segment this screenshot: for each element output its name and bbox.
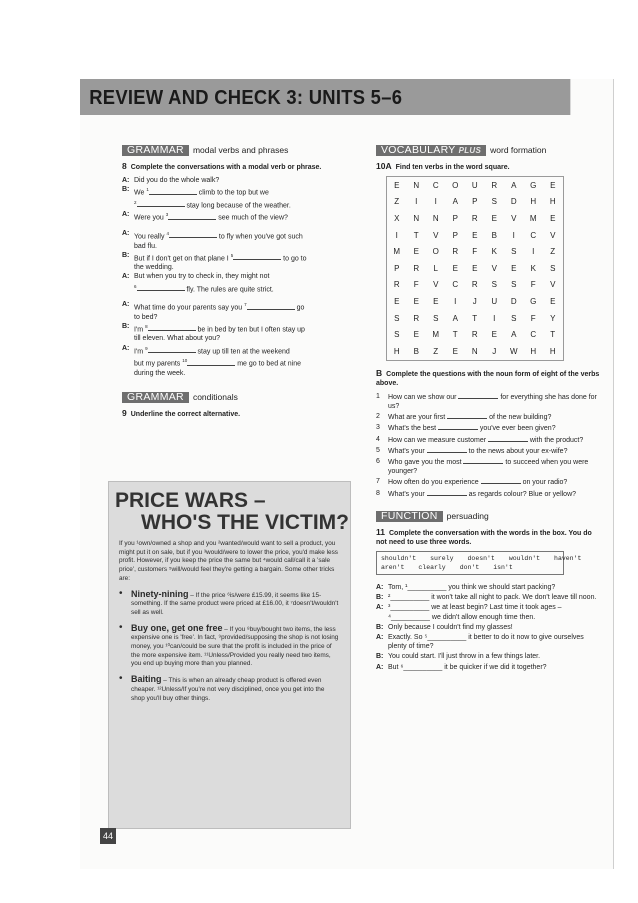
word-square-cell: E	[472, 230, 478, 240]
word-square-cell: R	[452, 247, 459, 257]
word-square-cell: K	[530, 263, 536, 273]
word-square-row	[387, 310, 564, 327]
bullet-icon: •	[119, 587, 123, 599]
word-box-item: isn't	[493, 563, 513, 571]
word-square-cell: M	[432, 330, 440, 340]
dialogue-text: But if I don't get on that plane I $^5$ to go to	[134, 252, 307, 263]
speaker: A:	[122, 230, 130, 237]
word-square-cell: E	[452, 346, 458, 356]
word-square-cell: O	[452, 180, 459, 190]
word-square-cell: C	[432, 180, 439, 190]
answer-blank[interactable]	[481, 477, 521, 484]
dialogue-line	[122, 242, 347, 251]
dialogue-line	[122, 251, 347, 264]
word-square-cell: I	[493, 313, 496, 323]
page-number: 44	[100, 828, 116, 844]
word-square-cell: E	[550, 214, 556, 224]
exercise-10a-instruction: 10A Find ten verbs in the word square.	[376, 161, 510, 172]
word-square-cell: I	[415, 197, 418, 207]
dialogue-line	[122, 272, 347, 281]
bullet-body: – This is when an already cheap product is offered even cheaper. ¹²Unless/If you're not very disciplined, once you get into the shop you'll buy other things.	[131, 677, 325, 702]
word-square-cell: S	[394, 330, 400, 340]
word-square-cell: Z	[433, 346, 439, 356]
question-item	[376, 412, 602, 422]
exercise-11-dialogue	[376, 583, 602, 672]
word-square-cell: P	[472, 197, 478, 207]
word-square-cell: T	[413, 230, 419, 240]
word-box-item: aren't	[381, 563, 405, 571]
word-square-cell: R	[393, 280, 400, 290]
answer-blank[interactable]	[463, 457, 503, 464]
word-square-cell: E	[491, 330, 497, 340]
dialogue-text: to bed?	[134, 313, 158, 321]
question-item	[376, 446, 602, 456]
word-square-cell: R	[471, 330, 478, 340]
word-square-cell: R	[413, 313, 420, 323]
dialogue-text: Were you $^3$ see much of the view?	[134, 212, 288, 222]
bullet-text	[131, 590, 340, 618]
gap-number: 8	[145, 323, 148, 329]
word-square-cell: F	[530, 280, 536, 290]
dialogue-line	[122, 282, 347, 295]
word-square-cell: C	[530, 230, 537, 240]
word-square-cell: U	[491, 297, 498, 307]
dialogue-text: during the week.	[134, 369, 186, 377]
answer-blank[interactable]	[149, 188, 197, 195]
dialogue-text: $^2$ stay long because of the weather.	[134, 199, 291, 210]
word-square-cell: R	[491, 180, 498, 190]
question-text: Who gave you the most to succeed when you were younger?	[388, 458, 589, 476]
price-wars-article	[108, 481, 351, 829]
question-text: How often do you experience on your radio?	[388, 479, 568, 487]
question-number: 7	[376, 478, 380, 486]
word-square-cell: X	[394, 214, 400, 224]
word-square-cell: E	[394, 180, 400, 190]
word-square-cell: R	[471, 280, 478, 290]
word-square-cell: S	[511, 280, 517, 290]
article-bullet	[119, 621, 340, 670]
dialogue-text: What time do your parents say you $^7$ go	[134, 302, 305, 312]
speaker	[122, 313, 134, 322]
dialogue-line	[122, 344, 347, 357]
word-square-cell: F	[472, 247, 478, 257]
question-item	[376, 435, 602, 445]
word-square-cell: Z	[394, 197, 400, 207]
word-square-cell: T	[550, 330, 556, 340]
answer-blank[interactable]	[447, 412, 487, 419]
word-square-cell: N	[413, 180, 420, 190]
dialogue-text: Tom, ¹__________ you think we should start packing?	[388, 583, 556, 591]
word-square-cell: E	[452, 263, 458, 273]
word-square-cell: M	[393, 247, 401, 257]
bullet-text	[131, 624, 340, 670]
question-text: What's the best you've ever been given?	[388, 425, 556, 433]
answer-blank[interactable]	[148, 346, 196, 353]
word-square-cell: A	[452, 197, 458, 207]
question-number: 1	[376, 392, 380, 400]
dialogue-line	[122, 198, 347, 211]
answer-blank[interactable]	[438, 423, 478, 430]
word-square-cell: V	[433, 280, 439, 290]
gap-number: 1	[146, 187, 149, 193]
question-item	[376, 489, 602, 499]
word-square-cell: N	[471, 346, 478, 356]
word-square-cell: S	[491, 197, 497, 207]
speaker	[122, 282, 134, 295]
word-square-cell: K	[491, 247, 497, 257]
word-square-cell: M	[529, 214, 537, 224]
speaker: B:	[122, 322, 130, 330]
speaker: A:	[122, 211, 130, 219]
word-square-cell: E	[433, 297, 439, 307]
word-square-cell: J	[492, 346, 497, 356]
dialogue-text: Exactly. So ⁵__________ it better to do it now to give ourselves plenty of time?	[388, 633, 584, 651]
dialogue-text: till eleven. What about you?	[134, 335, 220, 343]
dialogue-text: Did you do the whole walk?	[134, 177, 220, 185]
word-square-cell: V	[550, 230, 556, 240]
speaker: A:	[376, 583, 384, 591]
bullet-body: – If you ⁸buy/bought two items, the less expensive one is 'free'. In fact, ⁹provided/supposing the shop is not losing money, you ¹⁰can/could be sure that the profit is included in the price of the more expensive item. ¹¹Unless/Provided you really need two items, you end up buying more than you planned.	[131, 625, 339, 668]
bullet-icon: •	[119, 673, 123, 685]
dialogue-line	[122, 185, 347, 198]
word-square-cell: P	[452, 230, 458, 240]
word-square-cell: D	[510, 297, 517, 307]
word-square-cell: G	[530, 180, 537, 190]
word-square-cell: Y	[550, 313, 556, 323]
speaker: A:	[122, 273, 130, 281]
answer-blank[interactable]	[247, 303, 295, 310]
speaker: A:	[122, 344, 130, 352]
speaker: A:	[376, 604, 384, 612]
dialogue-line	[122, 229, 347, 242]
dialogue-line	[376, 583, 602, 592]
word-square-cell: V	[550, 280, 556, 290]
bullet-heading: Ninety-nining	[131, 588, 189, 599]
gap-number: 2	[134, 199, 137, 205]
section-label: VOCABULARY PLUS	[376, 145, 486, 156]
word-square-cell: W	[509, 346, 518, 356]
word-square-cell: H	[530, 346, 537, 356]
dialogue-line	[122, 210, 347, 223]
dialogue-line	[122, 356, 347, 369]
word-square-cell: B	[413, 346, 419, 356]
dialogue-text: bad flu.	[134, 242, 157, 250]
dialogue-line	[376, 593, 602, 602]
word-square-row	[387, 260, 564, 277]
word-square-cell: I	[454, 297, 457, 307]
bullet-heading: Baiting	[131, 674, 162, 685]
bullet-text	[131, 675, 340, 703]
dialogue-line	[122, 369, 347, 378]
dialogue-line	[376, 623, 602, 632]
dialogue-line	[122, 322, 347, 335]
word-square-cell: P	[394, 263, 400, 273]
word-box-item: clearly	[418, 563, 446, 571]
word-square-cell: I	[434, 197, 437, 207]
dialogue-line	[122, 263, 347, 272]
word-square-cell: E	[550, 180, 556, 190]
word-box-item: shouldn't	[381, 554, 417, 562]
answer-blank[interactable]	[137, 200, 185, 207]
dialogue-text: But ⁶__________ it be quicker if we did it together?	[388, 663, 547, 671]
dialogue-line	[376, 652, 602, 661]
word-square-cell: H	[549, 346, 556, 356]
exercise-10b-instruction: B Complete the questions with the noun form of eight of the verbs above.	[376, 367, 600, 387]
word-square-row	[387, 177, 564, 194]
article-bullet	[119, 587, 340, 618]
speaker	[122, 369, 134, 378]
word-square-cell: C	[530, 330, 537, 340]
word-square	[386, 176, 564, 361]
gap-number: 9	[145, 345, 148, 351]
speaker: B:	[122, 251, 130, 259]
question-item	[376, 457, 602, 476]
article-intro: If you ¹own/owned a shop and you ²wanted/would want to sell a product, you might put it on sale, but if you ³would/were to lower the price, you'd make less profit. However, if you keep the price the same but ⁴would call/call it a 'sale price', customers ⁵will/would feel they're getting a bargain. Some other tricks are:	[119, 540, 338, 582]
speaker: B:	[122, 186, 130, 194]
word-square-cell: I	[532, 247, 535, 257]
section-label: FUNCTION	[376, 511, 443, 522]
dialogue-line	[122, 334, 347, 343]
word-square-cell: V	[433, 230, 439, 240]
word-box-item: don't	[459, 563, 480, 571]
word-square-cell: A	[511, 180, 517, 190]
word-square-cell: G	[530, 297, 537, 307]
word-square-cell: R	[413, 263, 420, 273]
word-square-cell: F	[530, 313, 536, 323]
word-square-cell: V	[491, 263, 497, 273]
word-square-row	[387, 293, 564, 310]
bullet-heading: Buy one, get one free	[131, 622, 223, 633]
exercise-8-dialogues	[122, 176, 347, 378]
word-square-cell: S	[511, 313, 517, 323]
word-square-cell: N	[413, 214, 420, 224]
speaker: A:	[122, 301, 130, 309]
question-text: What are your first of the new building?	[388, 414, 552, 422]
speaker: B:	[376, 653, 384, 661]
word-square-cell: S	[550, 263, 556, 273]
word-square-cell: E	[550, 297, 556, 307]
word-square-cell: V	[511, 214, 517, 224]
question-number: 5	[376, 446, 380, 454]
word-square-cell: Z	[550, 247, 556, 257]
word-square-cell: C	[452, 280, 459, 290]
dialogue-text: Only because I couldn't find my glasses!	[388, 623, 513, 631]
question-number: 3	[376, 424, 380, 432]
word-box-item: haven't	[554, 554, 582, 562]
word-square-row	[387, 244, 564, 261]
speaker: A:	[122, 177, 130, 185]
speaker	[122, 198, 134, 211]
dialogue-text: the wedding.	[134, 264, 174, 272]
word-square-cell: A	[511, 330, 517, 340]
question-number: 8	[376, 489, 380, 497]
word-square-cell: H	[530, 197, 537, 207]
exercise-8-instruction: 8 Complete the conversations with a modal verb or phrase.	[122, 161, 322, 172]
question-text: What's your as regards colour? Blue or yellow?	[388, 490, 577, 498]
word-square-cell: T	[472, 313, 478, 323]
speaker	[122, 356, 134, 369]
gap-number: 3	[165, 212, 169, 218]
section-subtitle: modal verbs and phrases	[192, 145, 289, 155]
gap-number: 10	[182, 358, 188, 364]
word-square-cell: E	[491, 214, 497, 224]
speaker	[122, 263, 134, 272]
speaker	[122, 334, 134, 343]
page-title: REVIEW AND CHECK 3: UNITS 5–6	[80, 79, 570, 115]
dialogue-line	[376, 603, 602, 621]
answer-blank[interactable]	[427, 446, 467, 453]
dialogue-line	[376, 633, 602, 651]
word-square-cell: E	[413, 330, 419, 340]
answer-blank[interactable]	[230, 252, 281, 260]
gap-number: 4	[166, 231, 169, 236]
word-square-cell: I	[512, 230, 515, 240]
article-body	[109, 534, 350, 703]
word-square-cell: A	[452, 313, 458, 323]
word-square-cell: B	[491, 230, 497, 240]
question-number: 4	[376, 435, 380, 443]
grammar-conditionals-header	[122, 392, 347, 403]
word-square-cell: S	[394, 313, 400, 323]
answer-blank[interactable]	[148, 324, 196, 331]
answer-blank[interactable]	[458, 392, 498, 399]
question-number: 2	[376, 413, 380, 421]
article-title: PRICE WARS – WHO'S THE VICTIM?	[115, 489, 349, 534]
vocabulary-header	[376, 145, 602, 156]
exercise-11-instruction: 11 Complete the conversation with the words in the box. You do not need to use three words.	[376, 526, 592, 546]
dialogue-line	[376, 663, 602, 672]
speaker: B:	[376, 594, 384, 602]
word-square-row	[387, 343, 564, 360]
bullet-body: – If the price ⁶is/were £15.99, it seems like 15-something. If the same product were priced at £16.00, it ⁷doesn't/wouldn't sell as well.	[131, 591, 339, 616]
dialogue-text: $^6$ fly. The rules are quite strict.	[134, 283, 274, 293]
exercise-10b-questions	[376, 392, 602, 499]
word-square-cell: D	[510, 197, 517, 207]
word-square-cell: O	[432, 247, 439, 257]
word-box	[376, 551, 582, 575]
word-square-row	[387, 327, 564, 344]
dialogue-text: I'm $^9$ stay up till ten at the weekend	[134, 345, 290, 355]
word-square-row	[387, 227, 564, 244]
word-square-cell: I	[395, 230, 398, 240]
word-square-cell: J	[472, 297, 477, 307]
dialogue-line	[122, 176, 347, 185]
question-text: What's your to the news about your ex-wife?	[388, 447, 568, 455]
answer-blank[interactable]	[137, 284, 185, 291]
word-square-cell: L	[433, 263, 438, 273]
question-text: How can we measure customer with the product?	[388, 436, 584, 444]
word-box-item: surely	[430, 554, 454, 562]
dialogue-text: We $^1$ climb to the top but we	[134, 187, 269, 197]
speaker: B:	[376, 623, 384, 631]
gap-number: 5	[230, 252, 234, 258]
section-subtitle: persuading	[446, 510, 489, 521]
dialogue-text: but my parents $^{10}$ me go to bed at nine	[134, 358, 302, 368]
exercise-9-instruction: 9 Underline the correct alternative.	[122, 408, 241, 419]
question-item	[376, 423, 602, 433]
word-square-cell: E	[413, 247, 419, 257]
article-bullet	[119, 675, 340, 703]
dialogue-text: ²__________ it won't take all night to pack. We don't leave till noon.	[388, 594, 597, 602]
word-square-cell: S	[433, 313, 439, 323]
word-square-cell: E	[413, 297, 419, 307]
word-square-cell: T	[452, 330, 458, 340]
speaker: A:	[376, 633, 384, 641]
question-item	[376, 477, 602, 487]
word-square-cell: N	[432, 214, 439, 224]
section-subtitle: conditionals	[192, 391, 238, 402]
word-square-cell: F	[413, 280, 419, 290]
word-square-row	[387, 277, 564, 294]
question-number: 6	[376, 457, 380, 465]
question-item	[376, 392, 602, 411]
word-square-row	[387, 194, 564, 211]
question-text: How can we show our for everything she has done for us?	[388, 393, 597, 410]
dialogue-text: ³__________ we at least begin? Last time it took ages – ⁴__________ we didn't allow enough time then.	[388, 604, 562, 621]
word-square-cell: U	[471, 180, 478, 190]
answer-blank[interactable]	[169, 231, 217, 238]
dialogue-text: I'm $^8$ be in bed by ten but I often stay up	[134, 323, 305, 334]
dialogue-text: But when you try to check in, they might not	[134, 273, 270, 281]
word-square-cell: E	[394, 297, 400, 307]
answer-blank[interactable]	[488, 435, 528, 442]
gap-number: 7	[244, 302, 247, 308]
word-square-cell: E	[472, 263, 478, 273]
word-square-cell: E	[511, 263, 517, 273]
bullet-icon: •	[119, 621, 123, 633]
grammar-modal-header	[122, 145, 347, 156]
answer-blank[interactable]	[427, 489, 467, 496]
word-box-item: wouldn't	[508, 554, 541, 562]
dialogue-line	[122, 313, 347, 322]
section-subtitle: word formation	[490, 145, 547, 155]
word-square-row	[387, 210, 564, 227]
word-square-cell: H	[393, 346, 400, 356]
dialogue-line	[122, 300, 347, 313]
dialogue-text: You really $^4$ to fly when you've got such	[134, 231, 303, 241]
section-label: GRAMMAR	[122, 145, 189, 156]
word-square-cell: S	[491, 280, 497, 290]
word-square-cell: R	[471, 214, 478, 224]
speaker	[122, 242, 134, 251]
answer-blank[interactable]	[187, 359, 235, 366]
word-square-cell: P	[452, 214, 458, 224]
word-square-cell: S	[511, 247, 517, 257]
answer-blank[interactable]	[165, 212, 216, 220]
section-label: GRAMMAR	[122, 392, 189, 403]
gap-number: 6	[134, 283, 137, 289]
function-header	[376, 511, 602, 522]
dialogue-text: You could start. I'll just throw in a few things later.	[388, 653, 541, 661]
speaker: A:	[376, 663, 384, 671]
word-square-cell: H	[549, 197, 556, 207]
word-box-item: doesn't	[467, 554, 495, 562]
right-column	[376, 145, 602, 673]
left-column	[122, 145, 347, 423]
